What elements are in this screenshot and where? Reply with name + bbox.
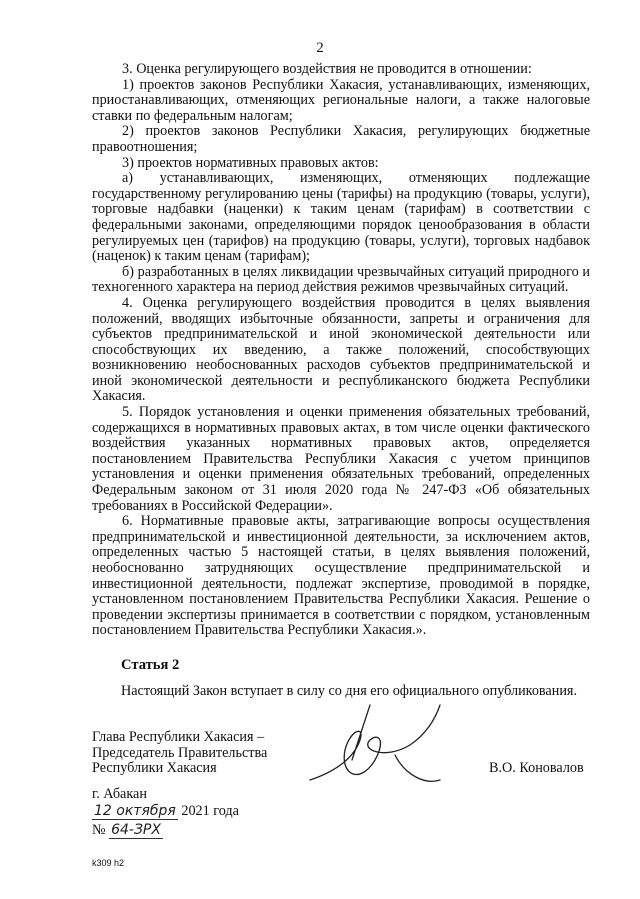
law-number	[92, 822, 163, 839]
article-heading: Статья 2	[121, 657, 180, 673]
body-paragraph: 3) проектов нормативных правовых актов:	[122, 154, 379, 171]
effective-date-sentence: Настоящий Закон вступает в силу со дня его официального опубликования.	[121, 683, 577, 699]
body-paragraph: 4. Оценка регулирующего воздействия проводится в целях выявления положений, вводящих избыточные обязанности, запреты и ограничения для субъектов предпринимательской и иной экономической деятельности или способствующих их введению, а также положений, способствующих возникновению необоснованных расходов субъектов предпринимательской и иной экономической деятельности и республиканского бюджета Республики Хакасия.	[92, 294, 590, 405]
signatory-title	[92, 730, 267, 777]
body-paragraph: 5. Порядок установления и оценки применения обязательных требований, содержащихся в нормативных правовых актах, в том числе оценки фактического воздействия указанных нормативных правовых актов, определяется постановлением Правительства Республики Хакасия с учетом принципов установления и оценки применения обязательных требований, определенных Федеральным законом от 31 июля 2020 года № 247-ФЗ «Об обязательных требованиях в Российской Федерации».	[92, 404, 590, 514]
page-number: 2	[316, 40, 324, 56]
signatory-title-line: Республики Хакасия	[92, 760, 217, 776]
place-of-signing: г. Абакан	[92, 786, 147, 802]
footer-code: k309 h2	[92, 858, 125, 868]
handwritten-signature	[300, 700, 460, 795]
date-year: 2021 года	[181, 803, 239, 819]
handwritten-number: 64-ЗРХ	[111, 822, 161, 838]
body-paragraph: а) устанавливающих, изменяющих, отменяющих подлежащие государственному регулированию цены (тарифы) на продукцию (товары, услуги), торговые надбавки (наценки) к таким ценам (тарифам) в соответствии с федеральными законами, определяющими порядок ценообразования в области регулируемых цен (тарифов) на продукцию (товары, услуги), торговых надбавок (наценок) к таким ценам (тарифам);	[92, 170, 590, 265]
body-paragraph: 2) проектов законов Республики Хакасия, регулирующих бюджетные правоотношения;	[92, 123, 590, 155]
number-prefix: №	[92, 822, 106, 838]
body-paragraph: 6. Нормативные правовые акты, затрагивающие вопросы осуществления предпринимательской и инвестиционной деятельности, за исключением актов, определенных частью 5 настоящей статьи, в целях выявления положений, необоснованно затрудняющих осуществление предпринимательской и инвестиционной деятельности, подлежат экспертизе, проводимой в порядке, установленном постановлением Правительства Республики Хакасия. Решение о проведении экспертизы принимается в соответствии с порядком, установленным постановлением Правительства Республики Хакасия.».	[92, 513, 590, 639]
signatory-title-line: Председатель Правительства	[92, 744, 268, 761]
handwritten-date: 12 октября	[94, 803, 176, 819]
signatory-title-line: Глава Республики Хакасия –	[92, 729, 265, 745]
body-paragraph: б) разработанных в целях ликвидации чрезвычайных ситуаций природного и техногенного характера на период действия режимов чрезвычайных ситуаций.	[92, 263, 590, 296]
body-paragraph: 1) проектов законов Республики Хакасия, устанавливающих, изменяющих, приостанавливающих, отменяющих региональные налоги, а также налоговые ставки по федеральным налогам;	[92, 76, 590, 124]
signing-date	[92, 803, 239, 820]
signatory-name: В.О. Коновалов	[489, 760, 584, 776]
body-paragraph: 3. Оценка регулирующего воздействия не проводится в отношении:	[122, 61, 532, 77]
document-body	[92, 62, 590, 639]
